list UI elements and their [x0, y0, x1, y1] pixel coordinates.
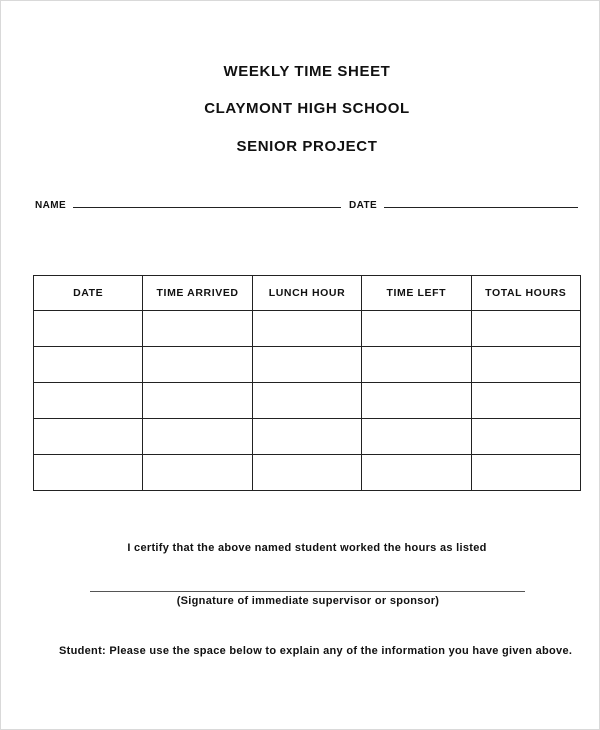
- table-cell[interactable]: [471, 383, 580, 419]
- table-cell[interactable]: [362, 455, 471, 491]
- name-field: [35, 198, 341, 211]
- signature-caption: (Signature of immediate supervisor or sponsor): [176, 595, 440, 607]
- name-blank-line[interactable]: [73, 198, 341, 208]
- table-cell[interactable]: [471, 455, 580, 491]
- column-header-time-arrived: TIME ARRIVED: [143, 276, 252, 311]
- table-cell[interactable]: [143, 383, 252, 419]
- table-cell[interactable]: [362, 383, 471, 419]
- table-cell[interactable]: [362, 311, 471, 347]
- table-cell[interactable]: [34, 383, 143, 419]
- table-header-row: [34, 276, 581, 311]
- name-label: NAME: [35, 200, 67, 211]
- table-cell[interactable]: [34, 419, 143, 455]
- table-row: [34, 383, 581, 419]
- school-name: CLAYMONT HIGH SCHOOL: [204, 100, 410, 117]
- table-cell[interactable]: [252, 455, 361, 491]
- table-cell[interactable]: [362, 347, 471, 383]
- table-cell[interactable]: [143, 455, 252, 491]
- timesheet-table: [33, 275, 581, 491]
- signature-line[interactable]: [90, 591, 525, 592]
- date-blank-line[interactable]: [384, 198, 578, 208]
- column-header-lunch-hour: LUNCH HOUR: [252, 276, 361, 311]
- date-field: [349, 198, 578, 211]
- table-cell[interactable]: [362, 419, 471, 455]
- table-cell[interactable]: [471, 311, 580, 347]
- table-cell[interactable]: [471, 347, 580, 383]
- table-row: [34, 419, 581, 455]
- table-cell[interactable]: [252, 383, 361, 419]
- column-header-time-left: TIME LEFT: [362, 276, 471, 311]
- table-row: [34, 347, 581, 383]
- table-cell[interactable]: [252, 311, 361, 347]
- date-label: DATE: [349, 200, 378, 211]
- table-cell[interactable]: [252, 347, 361, 383]
- table-cell[interactable]: [143, 311, 252, 347]
- table-cell[interactable]: [34, 311, 143, 347]
- table-cell[interactable]: [34, 347, 143, 383]
- certification-statement: I certify that the above named student worked the hours as listed: [127, 542, 487, 554]
- table-cell[interactable]: [471, 419, 580, 455]
- table-row: [34, 455, 581, 491]
- table-cell[interactable]: [143, 419, 252, 455]
- column-header-total-hours: TOTAL HOURS: [471, 276, 580, 311]
- table-cell[interactable]: [252, 419, 361, 455]
- table-cell[interactable]: [34, 455, 143, 491]
- column-header-date: DATE: [34, 276, 143, 311]
- sheet-title: WEEKLY TIME SHEET: [223, 63, 391, 80]
- table-cell[interactable]: [143, 347, 252, 383]
- project-name: SENIOR PROJECT: [236, 138, 378, 155]
- table-row: [34, 311, 581, 347]
- student-note: Student: Please use the space below to explain any of the information you have given above.: [59, 645, 573, 657]
